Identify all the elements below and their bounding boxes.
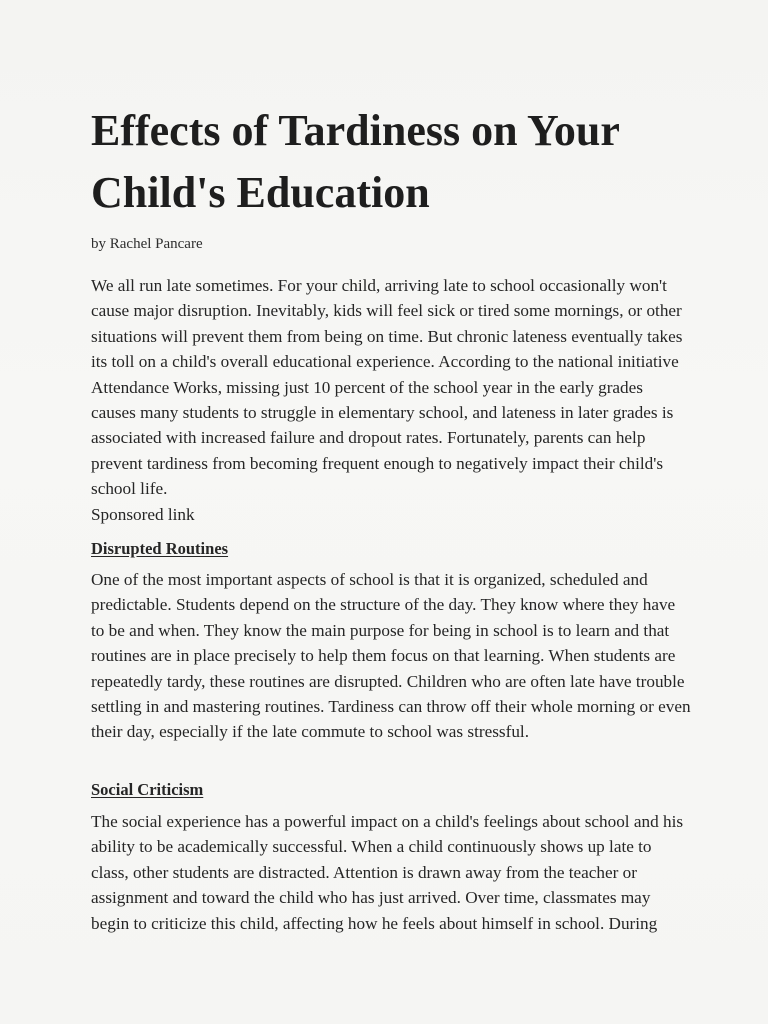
sponsored-link[interactable]: Sponsored link [91,505,195,524]
section-body-social-criticism: The social experience has a powerful impact on a child's feelings about school and his ability to be academically successful. When a child continuously shows up late to class, other students are distracted. Attention is drawn away from the teacher or assignment and toward the child who has just arrived. Over time, classmates may begin to criticize this child, affecting how he feels about himself in school. During [91,812,684,933]
section-heading-disrupted-routines: Disrupted Routines [91,539,229,558]
section-heading-social-criticism: Social Criticism [91,780,204,799]
article-title: Effects of Tardiness on Your Child's Education [91,106,620,217]
article-byline: by Rachel Pancare [91,236,203,252]
intro-paragraph: We all run late sometimes. For your child, arriving late to school occasionally won't cause major disruption. Inevitably, kids will feel sick or tired some mornings, or other situations will prevent them from being on time. But chronic lateness eventually takes its toll on a child's overall educational experience. According to the national initiative Attendance Works, missing just 10 percent of the school year in the early grades causes many students to struggle in elementary school, and lateness in later grades is associated with increased failure and dropout rates. Fortunately, parents can help prevent tardiness from becoming frequent enough to negatively impact their child's school life. [91,276,683,499]
section-body-disrupted-routines: One of the most important aspects of school is that it is organized, scheduled and predictable. Students depend on the structure of the day. They know where they have to be and when. They know the main purpose for being in school is to learn and that routines are in place precisely to help them focus on that learning. When students are repeatedly tardy, these routines are disrupted. Children who are often late have trouble settling in and mastering routines. Tardiness can throw off their whole morning or even their day, especially if the late commute to school was stressful. [91,570,691,742]
